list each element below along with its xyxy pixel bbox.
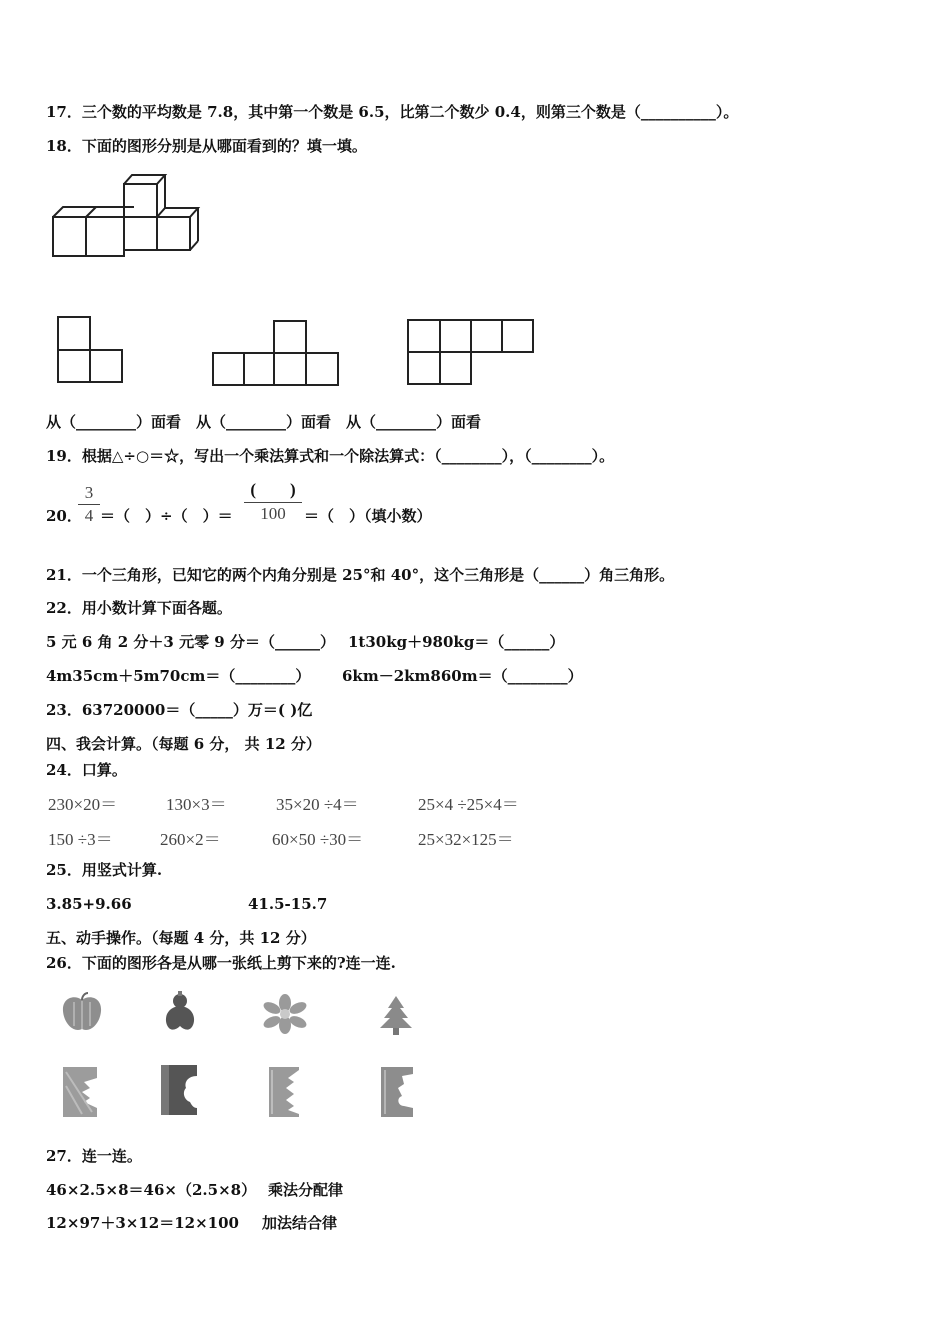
question-25-a: 3.85+9.66 — [46, 895, 132, 913]
question-27-a: 46×2.5×8＝46×（2.5×8） — [46, 1181, 257, 1199]
oral-calc-5: 150 ÷3＝ — [48, 830, 113, 849]
oral-calc-8: 25×32×125＝ — [418, 830, 514, 849]
cut-paper-2-icon — [160, 1064, 200, 1116]
view-figure-2 — [210, 318, 342, 388]
question-20-middle: ＝（ ）÷（ ）＝ — [100, 507, 233, 525]
question-19: 19．根据△÷○＝☆，写出一个乘法算式和一个除法算式：（________），（________）。 — [46, 447, 615, 465]
question-20-label: 20． — [46, 507, 82, 525]
flower-shape-icon — [262, 994, 308, 1034]
gourd-shape-icon — [163, 990, 197, 1034]
apple-shape-icon — [60, 992, 104, 1034]
view-figure-1 — [56, 314, 126, 386]
question-25: 25．用竖式计算. — [46, 861, 163, 879]
view-figure-3 — [405, 317, 537, 387]
fraction-2 — [244, 478, 302, 525]
question-27-b-law: 加法结合律 — [262, 1214, 338, 1232]
fraction-1-numerator: 3 — [84, 483, 94, 502]
cut-paper-1-icon — [62, 1066, 98, 1118]
oral-calc-7: 60×50 ÷30＝ — [272, 830, 364, 849]
oral-calc-6: 260×2＝ — [160, 830, 221, 849]
cut-paper-4-icon — [380, 1066, 414, 1118]
oral-calc-2: 130×3＝ — [166, 795, 227, 814]
fraction-1-denominator: 4 — [84, 506, 94, 525]
question-20-end: ＝（ ）（填小数） — [304, 507, 432, 525]
question-18-answers: 从（________）面看 从（________）面看 从（________）面看 — [46, 413, 482, 431]
fraction-2-numerator: ( ) — [250, 480, 296, 499]
question-25-b: 41.5-15.7 — [248, 895, 328, 913]
question-27-a-law: 乘法分配律 — [268, 1181, 344, 1199]
question-17: 17．三个数的平均数是 7.8，其中第一个数是 6.5，比第二个数少 0.4，则第三个数是（__________）。 — [46, 103, 739, 121]
question-27: 27．连一连。 — [46, 1147, 142, 1165]
question-18: 18．下面的图形分别是从哪面看到的？填一填。 — [46, 137, 367, 155]
question-22-d: 6km－2km860m＝（________） — [342, 667, 583, 685]
section-4-heading: 四、我会计算。（每题 6 分， 共 12 分） — [46, 735, 321, 753]
question-24: 24．口算。 — [46, 761, 127, 779]
question-22: 22．用小数计算下面各题。 — [46, 599, 232, 617]
question-21: 21．一个三角形，已知它的两个内角分别是 25°和 40°，这个三角形是（______）角三角形。 — [46, 566, 675, 584]
fraction-2-denominator: 100 — [260, 504, 286, 523]
question-22-a: 5 元 6 角 2 分＋3 元零 9 分＝（______） — [46, 633, 335, 651]
question-22-c: 4m35cm＋5m70cm＝（________） — [46, 667, 311, 685]
question-27-b: 12×97＋3×12＝12×100 — [46, 1214, 239, 1232]
question-26: 26．下面的图形各是从哪一张纸上剪下来的?连一连. — [46, 954, 396, 972]
oral-calc-3: 35×20 ÷4＝ — [276, 795, 359, 814]
oral-calc-4: 25×4 ÷25×4＝ — [418, 795, 519, 814]
question-23: 23．63720000＝（_____）万＝( )亿 — [46, 701, 313, 719]
question-22-b: 1t30kg＋980kg＝（______） — [348, 633, 565, 651]
cube-stack-figure — [46, 170, 206, 265]
tree-shape-icon — [376, 994, 416, 1036]
cut-paper-3-icon — [268, 1066, 300, 1118]
oral-calc-1: 230×20＝ — [48, 795, 118, 814]
section-5-heading: 五、动手操作。（每题 4 分，共 12 分） — [46, 929, 316, 947]
fraction-1 — [78, 482, 100, 527]
